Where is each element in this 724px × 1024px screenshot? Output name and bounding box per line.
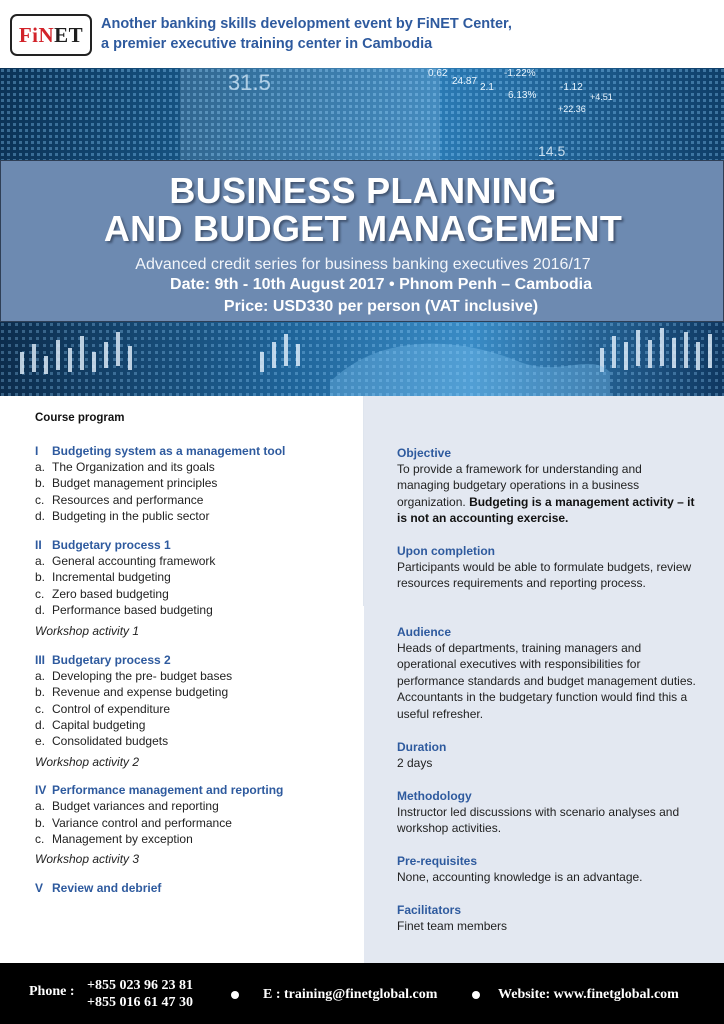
ticker-number: -1.22% <box>504 68 536 79</box>
program-item: c. Zero based budgeting <box>35 587 169 601</box>
ticker-number: 0.62 <box>428 68 448 79</box>
program-item: a. Developing the pre- budget bases <box>35 669 233 683</box>
email-link[interactable]: E : training@finetglobal.com <box>263 987 438 1002</box>
course-title-line-2: AND BUDGET MANAGEMENT <box>103 208 623 249</box>
ticker-number: 14.5 <box>538 143 566 159</box>
program-section-heading: III Budgetary process 2 <box>35 653 171 667</box>
workshop-activity: Workshop activity 2 <box>35 755 140 769</box>
completion-heading: Upon completion <box>397 544 495 558</box>
ticker-number: -1.12 <box>560 82 583 93</box>
course-subtitle: Advanced credit series for business banking executives 2016/17 <box>135 256 591 273</box>
candlestick-pattern <box>0 322 724 396</box>
program-section-heading: IV Performance management and reporting <box>35 783 284 797</box>
contact-footer <box>0 963 724 1024</box>
stock-chart-banner-bottom <box>0 322 724 396</box>
completion-text: Participants would be able to formulate budgets, review resources requirements and reporting process. <box>397 560 692 591</box>
program-item: d. Budgeting in the public sector <box>35 509 210 523</box>
ticker-number: 31.5 <box>228 70 271 95</box>
logo-text: FiNET <box>18 22 84 47</box>
program-section-heading: I Budgeting system as a management tool <box>35 444 286 458</box>
website-link[interactable]: Website: www.finetglobal.com <box>498 987 679 1002</box>
facilitators-heading: Facilitators <box>397 903 462 917</box>
ticker-number: +22.36 <box>558 104 586 114</box>
ticker-number: 2.1 <box>480 82 494 93</box>
workshop-activity: Workshop activity 1 <box>35 624 140 638</box>
course-price: Price: USD330 per person (VAT inclusive) <box>223 298 539 315</box>
program-item: d. Capital budgeting <box>35 718 146 732</box>
facilitators-text: Finet team members <box>397 919 508 933</box>
ticker-number: +4.51 <box>590 92 613 102</box>
course-date: Date: 9th - 10th August 2017 • Phnom Penh – Cambodia <box>170 276 592 293</box>
bullet-icon <box>472 991 480 999</box>
program-section-heading: V Review and debrief <box>35 881 162 895</box>
tagline-line-1: Another banking skills development event by FiNET Center, <box>101 16 512 32</box>
ticker-pattern-top <box>0 68 724 160</box>
methodology-heading: Methodology <box>397 789 472 803</box>
program-item: c. Control of expenditure <box>35 702 171 716</box>
course-title-line-1: BUSINESS PLANNING <box>169 170 557 211</box>
program-item: b. Revenue and expense budgeting <box>35 685 229 699</box>
audience-text: Heads of departments, training managers and operational executives with responsibilities for performance standards and budget management duties. Accountants in the budgetary function would find this a useful refresher. <box>397 641 696 721</box>
bullet-icon <box>231 991 239 999</box>
title-box <box>0 160 724 322</box>
header <box>0 0 724 68</box>
program-section-heading: II Budgetary process 1 <box>35 538 171 552</box>
methodology-text: Instructor led discussions with scenario analyses and workshop activities. <box>397 805 680 836</box>
phone-label: Phone : <box>29 984 75 999</box>
program-item: d. Performance based budgeting <box>35 603 213 617</box>
prerequisites-text: None, accounting knowledge is an advantage. <box>397 870 643 884</box>
program-item: b. Variance control and performance <box>35 816 232 830</box>
duration-text: 2 days <box>397 756 433 770</box>
phone-number-2: +855 016 61 47 30 <box>87 995 193 1010</box>
phone-number-1: +855 023 96 23 81 <box>87 978 193 993</box>
program-item: b. Incremental budgeting <box>35 570 171 584</box>
tagline <box>101 14 512 54</box>
stock-ticker-banner-top <box>0 68 724 160</box>
duration-heading: Duration <box>397 740 447 754</box>
program-item: c. Resources and performance <box>35 493 204 507</box>
program-item: a. General accounting framework <box>35 554 216 568</box>
program-item: a. Budget variances and reporting <box>35 799 219 813</box>
ticker-number: 24.87 <box>452 76 478 87</box>
prerequisites-heading: Pre-requisites <box>397 854 478 868</box>
objective-text: To provide a framework for understanding and managing budgetary operations in a business organization. Budgeting is a management activity – it is not an accounting exercise. <box>397 462 695 526</box>
program-item: e. Consolidated budgets <box>35 734 169 748</box>
course-program-title: Course program <box>35 412 125 424</box>
finet-logo <box>10 14 92 56</box>
workshop-activity: Workshop activity 3 <box>35 852 140 866</box>
ticker-number: 6.13% <box>508 90 537 101</box>
tagline-line-2: a premier executive training center in Cambodia <box>101 36 433 52</box>
audience-heading: Audience <box>397 625 452 639</box>
program-item: c. Management by exception <box>35 832 193 846</box>
program-item: a. The Organization and its goals <box>35 460 215 474</box>
program-item: b. Budget management principles <box>35 476 218 490</box>
objective-heading: Objective <box>397 446 452 460</box>
